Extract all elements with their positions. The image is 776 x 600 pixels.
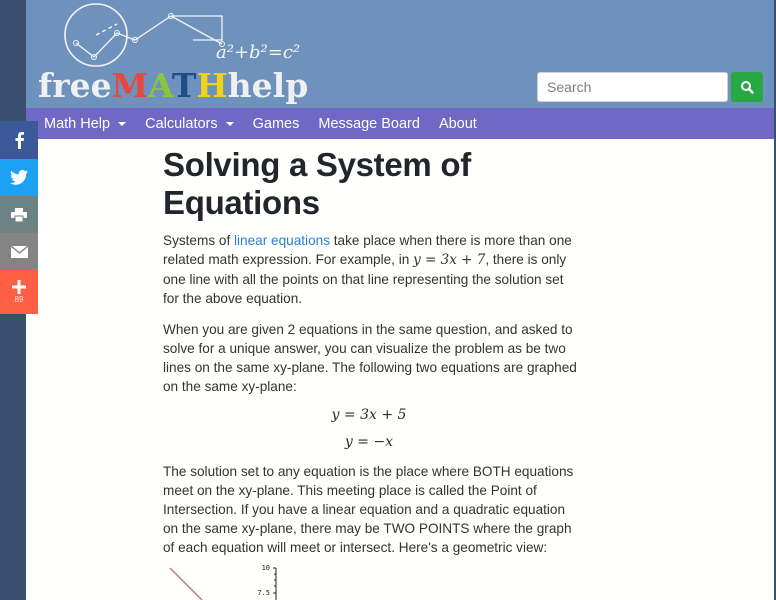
nav-calculators[interactable] xyxy=(145,116,234,132)
nav-message-board[interactable] xyxy=(318,116,420,132)
print-icon xyxy=(11,208,27,222)
search-button[interactable] xyxy=(731,72,763,102)
logo-wordmark xyxy=(38,66,308,105)
twitter-icon xyxy=(10,170,28,185)
inline-math: y = 3x + 7 xyxy=(413,252,486,268)
text: Systems of xyxy=(163,233,235,248)
plus-icon xyxy=(12,280,26,294)
share-count: 89 xyxy=(14,295,24,304)
search-input[interactable] xyxy=(537,72,728,102)
share-twitter-button[interactable] xyxy=(0,159,38,196)
search-icon xyxy=(740,80,754,94)
y-tick-label-7.5: 7.5 xyxy=(257,589,270,597)
equation-1: y = 3x + 5 xyxy=(331,407,407,423)
paragraph-two-equations: When you are given 2 equations in the same question, and asked to solve for a unique answer, you can visualize the problem as be two lines on the same xy-plane. The following two equations are graphed on the same xy-plane: xyxy=(163,322,577,394)
chevron-down-icon xyxy=(226,122,234,126)
chevron-down-icon xyxy=(118,122,126,126)
nav-games[interactable] xyxy=(253,116,300,132)
y-tick-label-10: 10 xyxy=(261,564,270,572)
page-title: Solving a System of Equations xyxy=(163,146,471,221)
logo-h: H xyxy=(196,66,228,105)
nav-about-label: About xyxy=(438,115,477,132)
page xyxy=(26,0,774,600)
display-equations xyxy=(163,402,575,456)
nav-math-help[interactable] xyxy=(44,116,126,132)
share-email-button[interactable] xyxy=(0,233,38,270)
email-icon xyxy=(11,246,28,258)
nav-calculators-label: Calculators xyxy=(145,115,218,132)
equation-2: y = −x xyxy=(344,434,394,450)
paragraph-solution-set: The solution set to any equation is the place where BOTH equations meet on the xy-plane. This meeting place is called the Point of Intersection. If you have a linear equation and a quadratic equation on the same xy-plane, there may be TWO POINTS where the graph of each equation will meet or intersect. Here's a geometric view: xyxy=(163,464,574,555)
logo-m: M xyxy=(111,66,149,105)
logo-t: T xyxy=(171,66,197,105)
article xyxy=(163,140,583,557)
linear-equations-link[interactable]: linear equations xyxy=(234,233,330,248)
nav-math-help-label: Math Help xyxy=(44,115,111,132)
logo-a: A xyxy=(148,66,172,105)
site-header xyxy=(26,0,774,108)
graph-line xyxy=(170,568,202,600)
logo-help: help xyxy=(227,66,309,105)
logo-free: free xyxy=(38,66,112,105)
intersection-graph xyxy=(162,560,302,600)
site-logo[interactable] xyxy=(34,0,309,106)
share-print-button[interactable] xyxy=(0,196,38,233)
nav-about[interactable] xyxy=(439,116,477,132)
nav-games-label: Games xyxy=(252,115,300,132)
share-facebook-button[interactable] xyxy=(0,121,38,159)
text: , there is only one line with all the points on that line representing the solution set for the above equation. xyxy=(163,252,567,306)
main-nav xyxy=(26,108,774,139)
logo-formula: a²+b²=c² xyxy=(216,42,301,63)
text: take place when there is more than one related math expression. For example, in xyxy=(163,233,572,267)
share-more-button[interactable] xyxy=(0,270,38,314)
nav-message-board-label: Message Board xyxy=(318,115,420,132)
facebook-icon xyxy=(13,131,25,149)
paragraph-intro xyxy=(163,231,583,308)
graph-svg xyxy=(162,560,302,600)
